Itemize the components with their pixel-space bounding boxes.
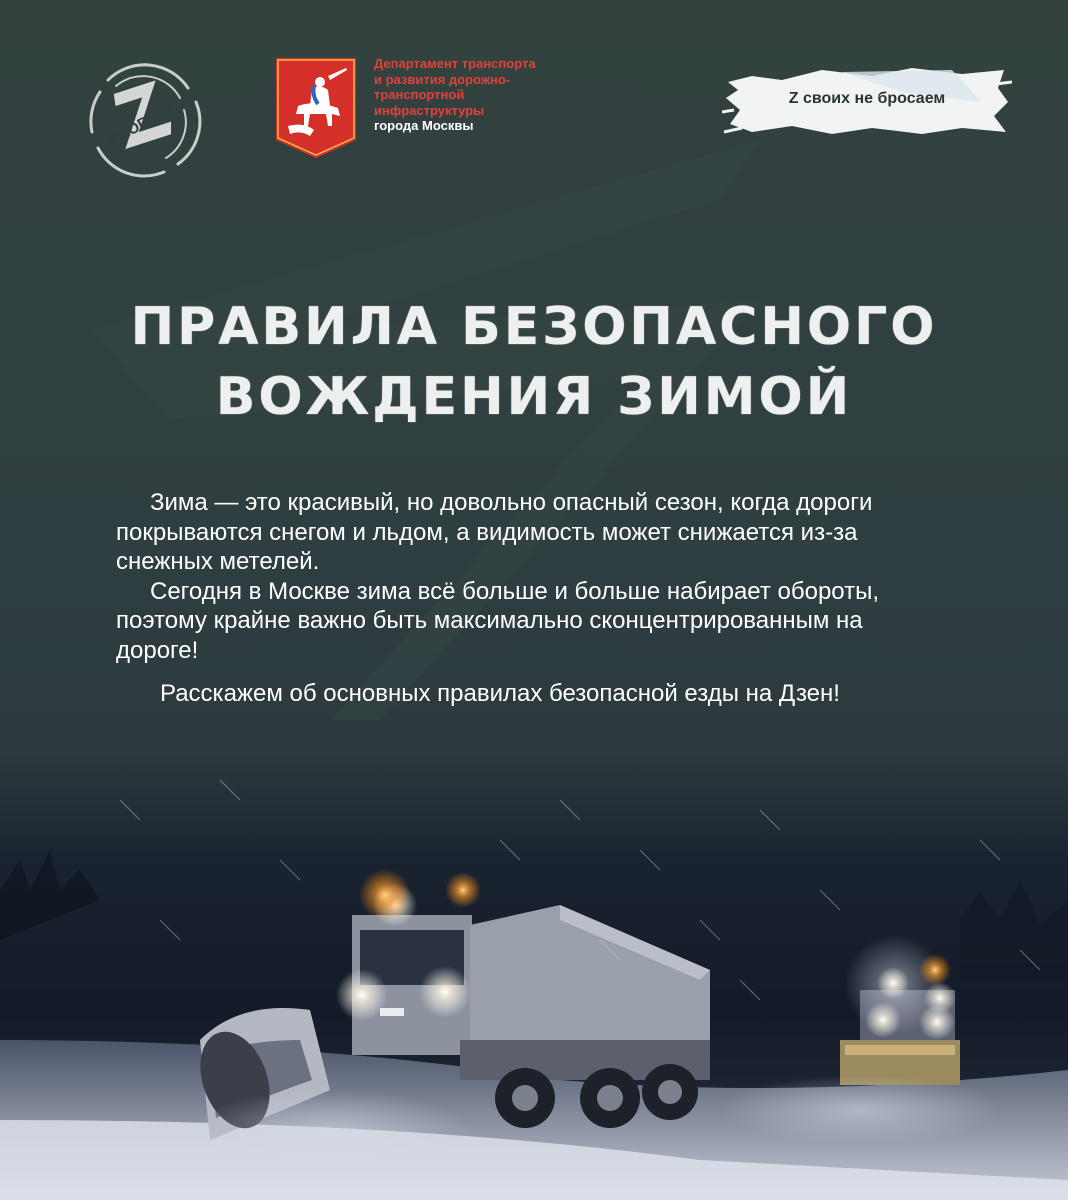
department-name xyxy=(374,56,594,134)
snowplow-photo-icon xyxy=(0,740,1068,1200)
page-title xyxy=(0,292,1068,432)
paragraph-1: Зима — это красивый, но довольно опасный сезон, когда дороги покрываются снегом и льдом, а видимость может снижается из-за снежных метелей. xyxy=(116,489,873,575)
department-name-city: города Москвы xyxy=(374,118,474,133)
body-text xyxy=(116,488,936,709)
department-name-red: Департамент транспорта и развития дорожно- транспортной инфраструктуры xyxy=(374,56,536,118)
propusk-z-logo-icon xyxy=(80,58,206,180)
slogan-text: Z своих не бросаем xyxy=(788,90,946,107)
title-line-1: ПРАВИЛА БЕЗОПАСНОГО xyxy=(130,297,938,357)
paragraph-2: Сегодня в Москве зима всё больше и больше набирает обороты, поэтому крайне важно быть максимально сконцентрированным на дороге! xyxy=(116,577,880,664)
slogan-badge xyxy=(722,62,1012,142)
call-to-action: Расскажем об основных правилах безопасной езды на Дзен! xyxy=(160,680,840,707)
propusk-logo-text: PROPUSK xyxy=(106,97,180,150)
moscow-crest-icon xyxy=(274,56,358,160)
title-line-2: ВОЖДЕНИЯ ЗИМОЙ xyxy=(215,367,853,427)
